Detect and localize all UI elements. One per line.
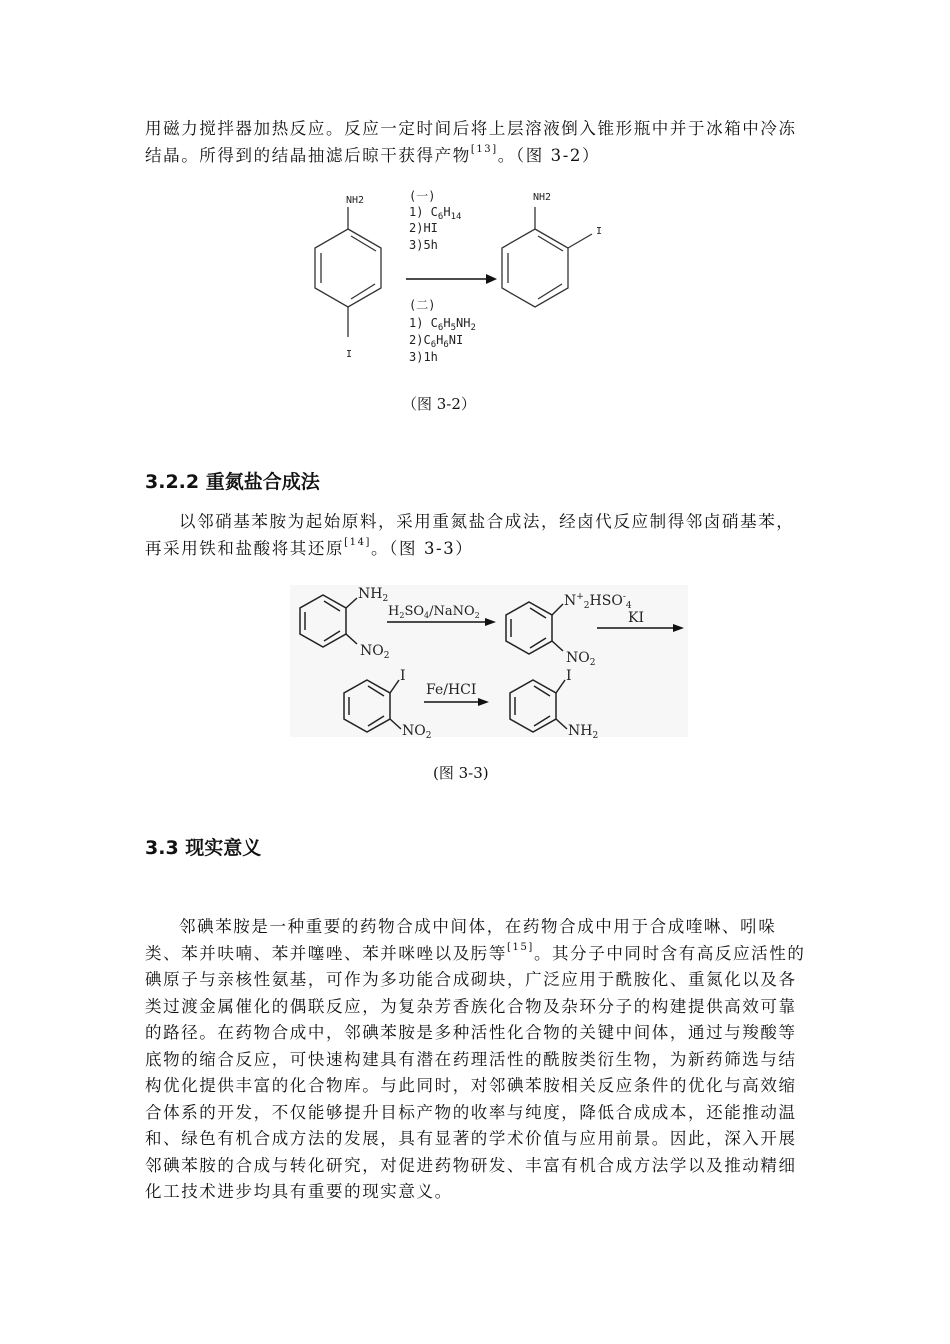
intro-text: 用磁力搅拌器加热反应。反应一定时间后将上层溶液倒入锥形瓶中并于冰箱中冷冻结晶。所得到的结晶抽滤后晾干获得产物 <box>145 119 797 165</box>
section-322-text: 以邻硝基苯胺为起始原料，采用重氮盐合成法，经卤代反应制得邻卤硝基苯，再采用铁和盐酸将其还原 <box>145 512 795 558</box>
label-nh2-right: NH2 <box>533 192 552 203</box>
section-33-text-1: 邻碘苯胺是一种重要的药物合成中间体，在药物合成中用于合成喹啉、吲哚类、苯并呋喃、苯并噻唑、苯并咪唑以及肟等 <box>145 917 777 963</box>
cond1-line2: 2)HI <box>409 221 438 235</box>
cond1-line3: 3)5h <box>409 238 438 252</box>
reagent-h2so4-nano2: $H_2SO_4/NaNO_2$ <box>388 604 480 620</box>
cond2-line2: $2)C_6H_6NI$ <box>409 333 464 350</box>
intro-tail: 。（图 3-2） <box>497 145 601 165</box>
cond2-line3: 3)1h <box>409 350 438 364</box>
citation-14: [14] <box>344 536 372 548</box>
caption-fig-3-3: (图 3-3) <box>433 764 489 782</box>
label-no2-a: $NO_2$ <box>360 643 390 661</box>
paragraph-3-3 <box>145 914 810 1206</box>
cond1-line1: 1) $C_6H_{14}$ <box>409 205 462 222</box>
label-nh2-b: $NH_2$ <box>568 723 599 741</box>
reagent-fe-hcl: Fe/HCI <box>426 682 477 698</box>
citation-15: [15] <box>507 941 534 953</box>
citation-13: [13] <box>470 143 498 155</box>
cond2-line1: 1) $C_6H_5NH_2$ <box>409 316 476 333</box>
label-diazonium: $N^+_2HSO^-_4$ <box>564 592 632 611</box>
label-i-b: I <box>566 668 572 684</box>
label-i-right: I <box>596 226 603 237</box>
caption-fig-3-2: （图 3-2） <box>402 395 476 413</box>
label-no2-b: $NO_2$ <box>566 650 596 668</box>
section-322-tail: 。（图 3-3） <box>371 538 474 558</box>
label-i-left: I <box>346 349 353 360</box>
cond1-header: (一) <box>409 189 436 203</box>
cond2-header: (二) <box>409 298 436 312</box>
label-no2-c: $NO_2$ <box>402 723 432 741</box>
heading-3-2-2: 3.2.2 重氮盐合成法 <box>145 471 320 493</box>
label-nh2-left: NH2 <box>346 195 365 206</box>
label-i-a: I <box>400 668 406 684</box>
heading-3-3: 3.3 现实意义 <box>145 837 262 859</box>
reagent-ki: KI <box>628 610 644 626</box>
label-nh2-a: $NH_2$ <box>358 586 389 604</box>
section-33-text-2: 。其分子中同时含有高反应活性的碘原子与亲核性氨基，可作为多功能合成砌块，广泛应用于酰胺化、重氮化以及各类过渡金属催化的偶联反应，为复杂芳香族化合物及杂环分子的构建提供高效可靠的路径。在药物合成中，邻碘苯胺是多种活性化合物的关键中间体，通过与羧酸等底物的缩合反应，可快速构建具有潜在药理活性的酰胺类衍生物，为新药筛选与结构优化提供丰富的化合物库。与此同时，对邻碘苯胺相关反应条件的优化与高效缩合体系的开发，不仅能够提升目标产物的收率与纯度，降低合成成本，还能推动温和、绿色有机合成方法的发展，具有显著的学术价值与应用前景。因此，深入开展邻碘苯胺的合成与转化研究，对促进药物研发、丰富有机合成方法学以及推动精细化工技术进步均具有重要的现实意义。 <box>145 943 806 1201</box>
